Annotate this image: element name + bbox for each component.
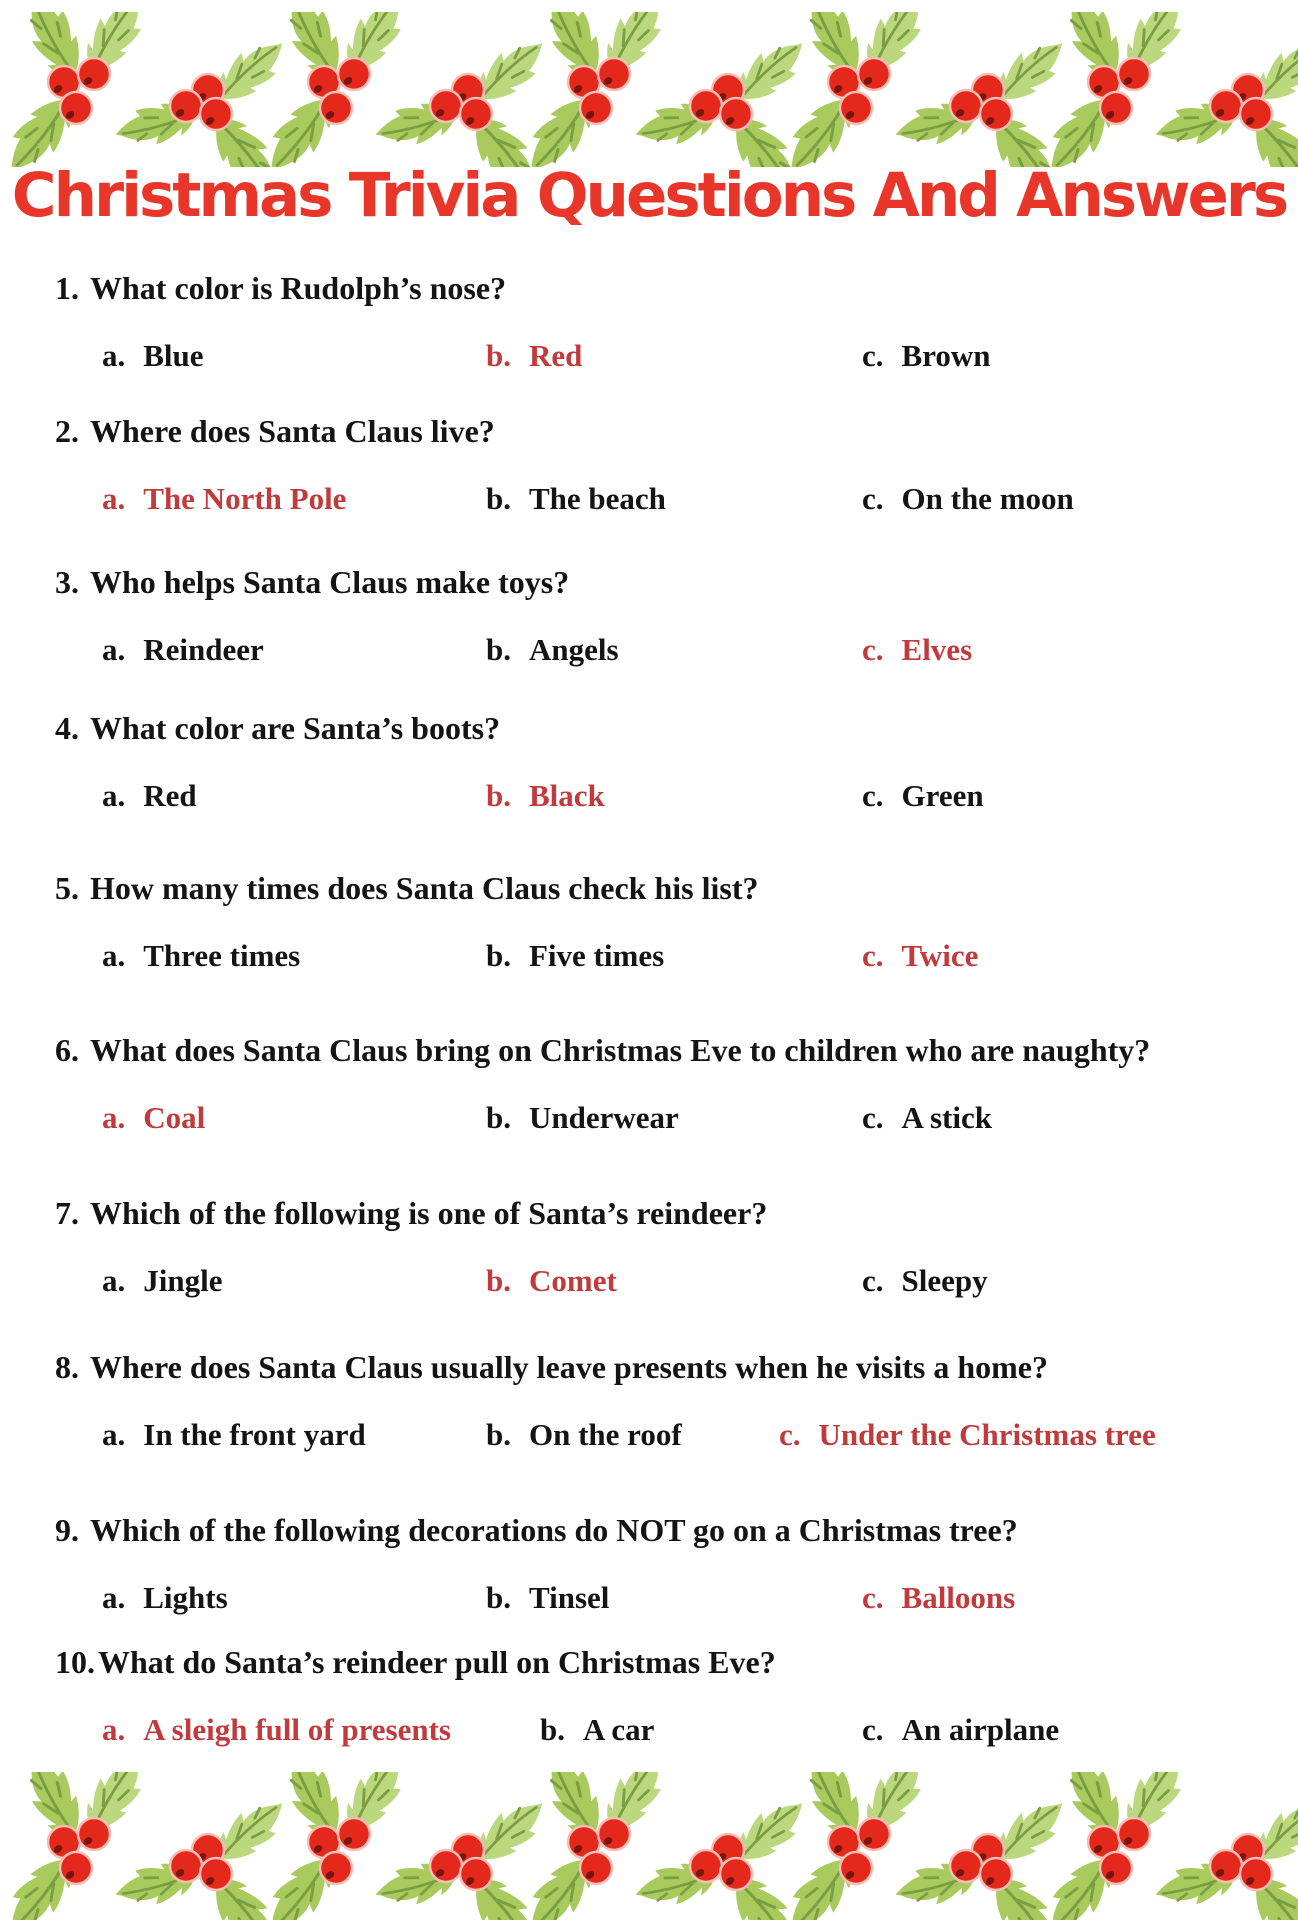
option-letter: a. xyxy=(102,338,126,373)
option-text: Red xyxy=(529,338,583,373)
question-text xyxy=(55,1512,1018,1549)
option-text: Coal xyxy=(143,1100,206,1135)
option-c xyxy=(862,778,984,814)
question-text xyxy=(55,1349,1048,1386)
option-c xyxy=(862,481,1074,517)
option-text: Sleepy xyxy=(901,1263,988,1298)
question-label: What does Santa Claus bring on Christmas Eve to children who are naughty? xyxy=(90,1032,1151,1068)
option-letter: b. xyxy=(486,778,511,813)
question-label: Where does Santa Claus usually leave presents when he visits a home? xyxy=(90,1349,1048,1385)
option-letter: b. xyxy=(486,338,511,373)
holly-border-bottom-icon xyxy=(0,1772,1298,1920)
option-text: Lights xyxy=(143,1580,228,1615)
option-letter: c. xyxy=(862,632,884,667)
option-b xyxy=(486,938,664,974)
option-text: A sleigh full of presents xyxy=(143,1712,451,1747)
option-c xyxy=(862,1712,1059,1748)
option-text: Black xyxy=(529,778,605,813)
option-letter: b. xyxy=(540,1712,565,1747)
option-letter: c. xyxy=(862,1263,884,1298)
option-c xyxy=(862,338,991,374)
question-number: 2. xyxy=(55,413,79,449)
option-letter: b. xyxy=(486,1580,511,1615)
option-letter: b. xyxy=(486,1417,511,1452)
option-letter: b. xyxy=(486,938,511,973)
question-number: 8. xyxy=(55,1349,79,1385)
option-c xyxy=(862,1580,1015,1616)
question-label: What do Santa’s reindeer pull on Christmas Eve? xyxy=(98,1644,776,1680)
option-text: Five times xyxy=(529,938,665,973)
option-letter: a. xyxy=(102,1417,126,1452)
option-letter: b. xyxy=(486,481,511,516)
option-text: Balloons xyxy=(901,1580,1016,1615)
option-a xyxy=(102,1417,366,1453)
option-b xyxy=(486,778,605,814)
option-letter: a. xyxy=(102,1263,126,1298)
option-c xyxy=(862,938,978,974)
option-b xyxy=(486,1263,617,1299)
option-text: Three times xyxy=(143,938,301,973)
question-number: 5. xyxy=(55,870,79,906)
question-text xyxy=(55,710,500,747)
option-b xyxy=(486,1417,682,1453)
option-a xyxy=(102,481,346,517)
question-number: 9. xyxy=(55,1512,79,1548)
question-label: Which of the following decorations do NOT go on a Christmas tree? xyxy=(90,1512,1018,1548)
option-letter: a. xyxy=(102,938,126,973)
option-text: The North Pole xyxy=(143,481,347,516)
question-text xyxy=(55,870,759,907)
question-label: What color is Rudolph’s nose? xyxy=(90,270,507,306)
question-text xyxy=(55,1644,776,1681)
option-letter: c. xyxy=(862,1712,884,1747)
question-number: 1. xyxy=(55,270,79,306)
option-letter: a. xyxy=(102,1712,126,1747)
option-letter: c. xyxy=(862,778,884,813)
option-letter: b. xyxy=(486,1263,511,1298)
page-title: Christmas Trivia Questions And Answers xyxy=(11,160,1287,231)
option-text: Reindeer xyxy=(143,632,264,667)
option-letter: a. xyxy=(102,778,126,813)
question-label: How many times does Santa Claus check his list? xyxy=(90,870,759,906)
option-text: Jingle xyxy=(143,1263,223,1298)
option-a xyxy=(102,632,264,668)
option-b xyxy=(486,632,619,668)
question-text xyxy=(55,413,495,450)
option-text: Under the Christmas tree xyxy=(818,1417,1156,1452)
option-letter: a. xyxy=(102,632,126,667)
option-text: On the roof xyxy=(529,1417,682,1452)
option-text: Twice xyxy=(901,938,979,973)
option-text: A car xyxy=(583,1712,655,1747)
option-letter: a. xyxy=(102,1580,126,1615)
question-number: 3. xyxy=(55,564,79,600)
option-letter: b. xyxy=(486,632,511,667)
option-text: Green xyxy=(901,778,984,813)
option-a xyxy=(102,1580,228,1616)
option-c xyxy=(862,1100,992,1136)
option-text: On the moon xyxy=(901,481,1074,516)
option-letter: c. xyxy=(779,1417,801,1452)
option-c xyxy=(862,1263,988,1299)
holly-border-top-icon xyxy=(0,12,1298,167)
option-text: Tinsel xyxy=(529,1580,610,1615)
option-text: A stick xyxy=(901,1100,992,1135)
question-label: Who helps Santa Claus make toys? xyxy=(90,564,570,600)
option-a xyxy=(102,938,300,974)
option-letter: c. xyxy=(862,938,884,973)
option-text: An airplane xyxy=(901,1712,1060,1747)
option-letter: b. xyxy=(486,1100,511,1135)
option-b xyxy=(486,1100,679,1136)
question-label: What color are Santa’s boots? xyxy=(90,710,501,746)
option-text: The beach xyxy=(529,481,666,516)
option-letter: a. xyxy=(102,1100,126,1135)
option-text: Blue xyxy=(143,338,204,373)
question-text xyxy=(55,564,569,601)
option-text: In the front yard xyxy=(143,1417,366,1452)
option-letter: c. xyxy=(862,481,884,516)
option-c xyxy=(779,1417,1156,1453)
option-a xyxy=(102,338,204,374)
option-text: Angels xyxy=(529,632,619,667)
option-a xyxy=(102,1263,222,1299)
option-b xyxy=(486,481,666,517)
question-label: Which of the following is one of Santa’s reindeer? xyxy=(90,1195,768,1231)
question-label: Where does Santa Claus live? xyxy=(90,413,495,449)
option-text: Red xyxy=(143,778,197,813)
option-a xyxy=(102,778,197,814)
question-text xyxy=(55,270,506,307)
question-number: 10. xyxy=(55,1644,95,1680)
option-text: Underwear xyxy=(529,1100,679,1135)
option-a xyxy=(102,1712,451,1748)
question-number: 4. xyxy=(55,710,79,746)
option-b xyxy=(486,1580,609,1616)
option-text: Brown xyxy=(901,338,991,373)
option-letter: a. xyxy=(102,481,126,516)
question-text xyxy=(55,1032,1150,1069)
question-number: 6. xyxy=(55,1032,79,1068)
option-letter: c. xyxy=(862,1580,884,1615)
option-b xyxy=(540,1712,654,1748)
option-letter: c. xyxy=(862,338,884,373)
option-text: Comet xyxy=(529,1263,617,1298)
option-letter: c. xyxy=(862,1100,884,1135)
option-b xyxy=(486,338,582,374)
question-number: 7. xyxy=(55,1195,79,1231)
option-a xyxy=(102,1100,205,1136)
question-text xyxy=(55,1195,767,1232)
option-text: Elves xyxy=(901,632,973,667)
option-c xyxy=(862,632,972,668)
